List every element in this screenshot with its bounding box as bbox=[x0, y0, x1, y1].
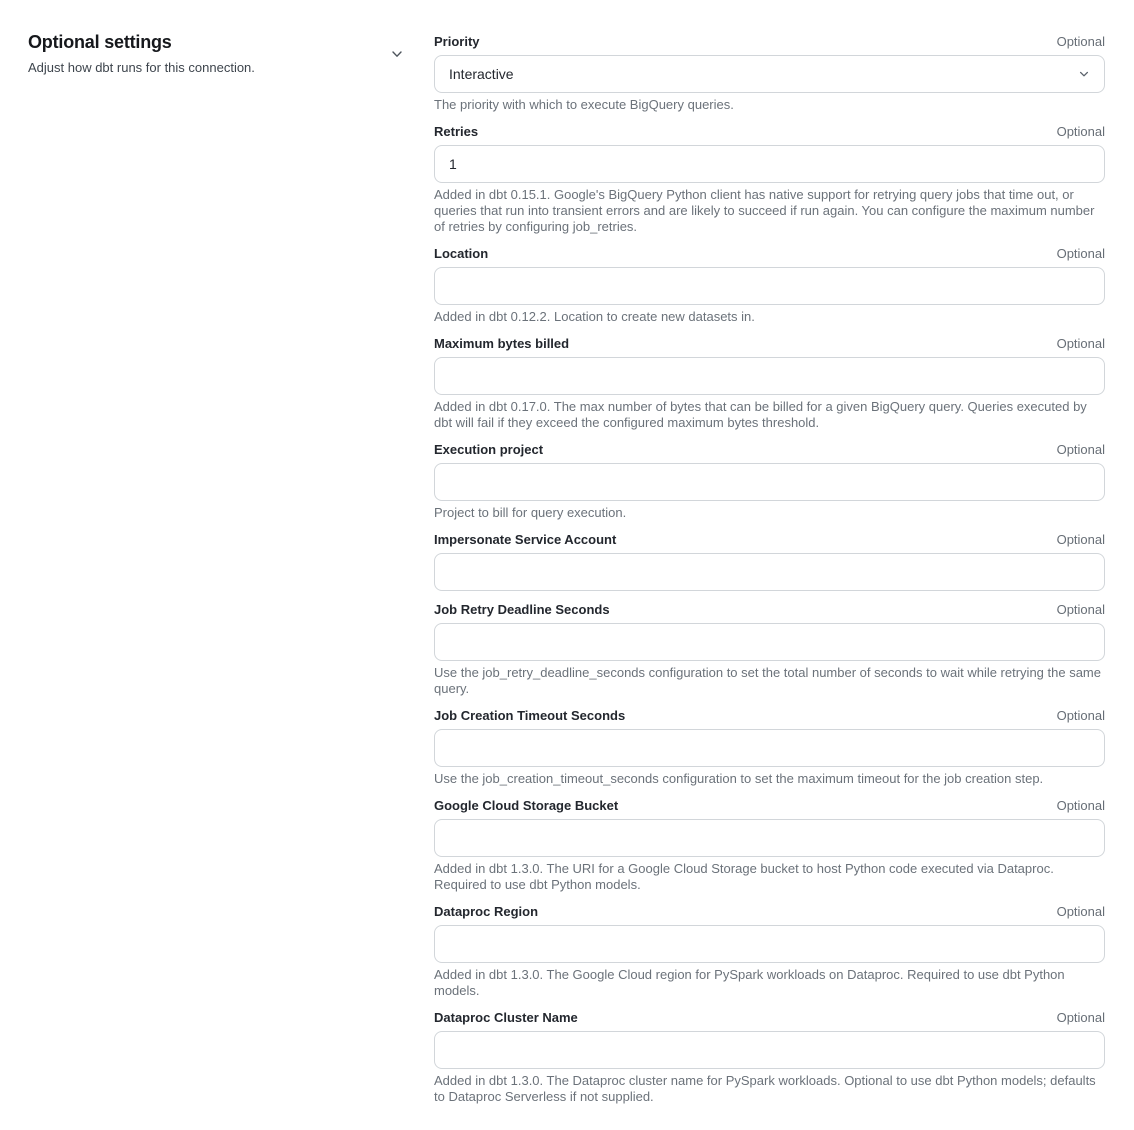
field-head bbox=[434, 797, 1105, 815]
field-help-text: The priority with which to execute BigQuery queries. bbox=[434, 97, 734, 112]
optional-badge: Optional bbox=[1056, 124, 1105, 139]
input-job-creation-timeout-seconds[interactable] bbox=[434, 729, 1105, 767]
section-header bbox=[28, 31, 412, 76]
field-group-dataproc-region bbox=[434, 903, 1105, 999]
input-impersonate-service-account[interactable] bbox=[434, 553, 1105, 591]
field-head bbox=[434, 245, 1105, 263]
input-maximum-bytes-billed[interactable] bbox=[434, 357, 1105, 395]
field-head bbox=[434, 531, 1105, 549]
chevron-down-icon bbox=[1078, 68, 1090, 80]
field-group-job-retry-deadline-seconds bbox=[434, 601, 1105, 697]
field-head bbox=[434, 335, 1105, 353]
field-group-job-creation-timeout-seconds bbox=[434, 707, 1105, 787]
field-label: Job Creation Timeout Seconds bbox=[434, 708, 626, 723]
field-group-dataproc-cluster-name bbox=[434, 1009, 1105, 1105]
field-help-text: Use the job_creation_timeout_seconds configuration to set the maximum timeout for the job creation step. bbox=[434, 771, 1044, 786]
optional-badge: Optional bbox=[1056, 708, 1105, 723]
optional-badge: Optional bbox=[1056, 336, 1105, 351]
optional-badge: Optional bbox=[1056, 1010, 1105, 1025]
field-head bbox=[434, 441, 1105, 459]
field-help-text: Project to bill for query execution. bbox=[434, 505, 627, 520]
field-head bbox=[434, 1009, 1105, 1027]
field-head bbox=[434, 123, 1105, 141]
field-help-text: Added in dbt 1.3.0. The Dataproc cluster name for PySpark workloads. Optional to use dbt Python models; defaults to Dataproc Serverless if not supplied. bbox=[434, 1073, 1096, 1104]
field-group-retries bbox=[434, 123, 1105, 235]
field-help-text: Use the job_retry_deadline_seconds configuration to set the total number of seconds to wait while retrying the same query. bbox=[434, 665, 1101, 696]
section-title: Optional settings bbox=[28, 32, 172, 52]
input-google-cloud-storage-bucket[interactable] bbox=[434, 819, 1105, 857]
settings-form bbox=[434, 31, 1105, 1115]
input-location[interactable] bbox=[434, 267, 1105, 305]
optional-badge: Optional bbox=[1056, 904, 1105, 919]
input-dataproc-cluster-name[interactable] bbox=[434, 1031, 1105, 1069]
optional-badge: Optional bbox=[1056, 798, 1105, 813]
field-group-impersonate-service-account bbox=[434, 531, 1105, 591]
input-dataproc-region[interactable] bbox=[434, 925, 1105, 963]
field-help-text: Added in dbt 1.3.0. The Google Cloud region for PySpark workloads on Dataproc. Required to use dbt Python models. bbox=[434, 967, 1065, 998]
field-label: Dataproc Cluster Name bbox=[434, 1010, 578, 1025]
field-label: Google Cloud Storage Bucket bbox=[434, 798, 619, 813]
input-retries[interactable] bbox=[434, 145, 1105, 183]
field-label: Impersonate Service Account bbox=[434, 532, 617, 547]
field-group-priority bbox=[434, 33, 1105, 113]
field-label: Location bbox=[434, 246, 489, 261]
optional-badge: Optional bbox=[1056, 34, 1105, 49]
select-priority[interactable] bbox=[434, 55, 1105, 93]
section-collapse-button[interactable] bbox=[390, 47, 404, 61]
field-group-execution-project bbox=[434, 441, 1105, 521]
input-execution-project[interactable] bbox=[434, 463, 1105, 501]
optional-badge: Optional bbox=[1056, 532, 1105, 547]
field-help-text: Added in dbt 0.17.0. The max number of bytes that can be billed for a given BigQuery query. Queries executed by dbt will fail if they exceed the configured maximum bytes threshold. bbox=[434, 399, 1087, 430]
section-header-text bbox=[28, 31, 255, 76]
field-label: Maximum bytes billed bbox=[434, 336, 570, 351]
field-group-google-cloud-storage-bucket bbox=[434, 797, 1105, 893]
field-help-text: Added in dbt 0.15.1. Google's BigQuery Python client has native support for retrying query jobs that time out, or queries that run into transient errors and are likely to succeed if run again. You can configure the maximum number of retries by configuring job_retries. bbox=[434, 187, 1095, 234]
chevron-down-icon bbox=[390, 47, 404, 61]
field-head bbox=[434, 601, 1105, 619]
field-label: Job Retry Deadline Seconds bbox=[434, 602, 610, 617]
input-job-retry-deadline-seconds[interactable] bbox=[434, 623, 1105, 661]
field-head bbox=[434, 33, 1105, 51]
optional-badge: Optional bbox=[1056, 246, 1105, 261]
field-group-maximum-bytes-billed bbox=[434, 335, 1105, 431]
field-label: Dataproc Region bbox=[434, 904, 539, 919]
field-head bbox=[434, 707, 1105, 725]
field-help-text: Added in dbt 0.12.2. Location to create new datasets in. bbox=[434, 309, 755, 324]
field-group-location bbox=[434, 245, 1105, 325]
optional-badge: Optional bbox=[1056, 602, 1105, 617]
field-label: Priority bbox=[434, 34, 480, 49]
field-head bbox=[434, 903, 1105, 921]
field-label: Retries bbox=[434, 124, 479, 139]
optional-badge: Optional bbox=[1056, 442, 1105, 457]
section-description: Adjust how dbt runs for this connection. bbox=[28, 60, 255, 75]
field-label: Execution project bbox=[434, 442, 544, 457]
select-value: Interactive bbox=[449, 66, 514, 82]
field-help-text: Added in dbt 1.3.0. The URI for a Google Cloud Storage bucket to host Python code executed via Dataproc. Required to use dbt Python models. bbox=[434, 861, 1054, 892]
